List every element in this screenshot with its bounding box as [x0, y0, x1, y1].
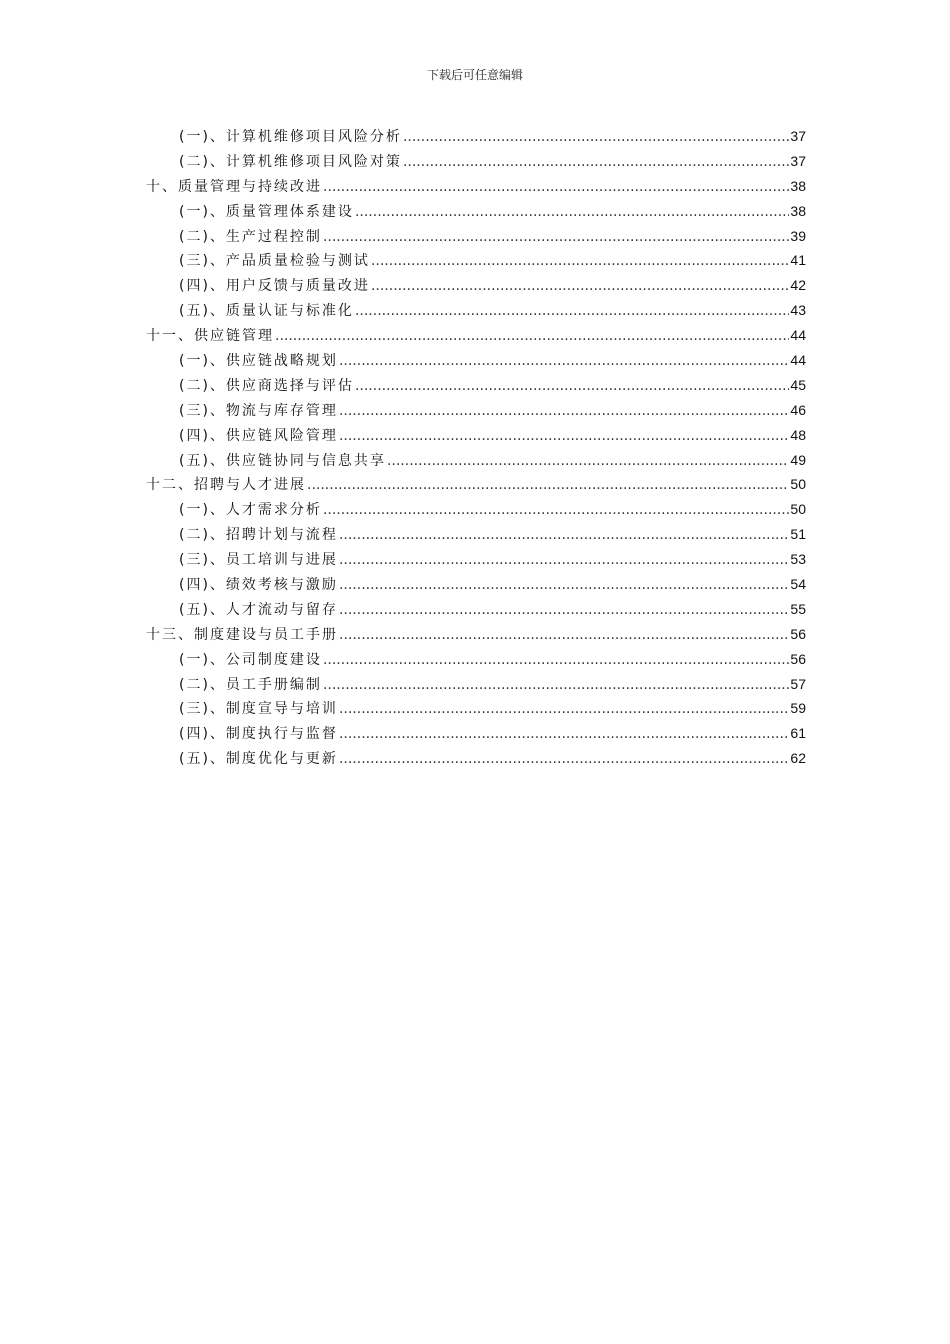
toc-section-entry[interactable] — [146, 124, 806, 149]
toc-section-entry[interactable] — [146, 248, 806, 273]
toc-entry-title: (五)、人才流动与留存 — [179, 601, 338, 618]
toc-chapter-entry[interactable] — [146, 174, 806, 199]
toc-dot-leader — [307, 473, 789, 498]
toc-entry-title: (三)、制度宣导与培训 — [179, 701, 338, 718]
toc-section-entry[interactable] — [146, 423, 806, 448]
toc-dot-leader — [355, 200, 789, 225]
toc-entry-page-number: 56 — [790, 650, 806, 667]
toc-dot-leader — [403, 125, 789, 150]
toc-dot-leader — [339, 349, 789, 374]
toc-entry-title: (三)、物流与库存管理 — [179, 402, 338, 419]
toc-section-entry[interactable] — [146, 647, 806, 672]
toc-section-entry[interactable] — [146, 672, 806, 697]
toc-chapter-entry[interactable] — [146, 323, 806, 348]
toc-entry-title: (一)、供应链战略规划 — [179, 353, 338, 370]
toc-entry-title: (一)、质量管理体系建设 — [179, 203, 354, 220]
toc-entry-page-number: 61 — [790, 725, 806, 742]
toc-dot-leader — [355, 374, 789, 399]
toc-entry-title: (四)、制度执行与监督 — [179, 726, 338, 743]
toc-dot-leader — [355, 299, 789, 324]
toc-dot-leader — [339, 424, 789, 449]
toc-entry-page-number: 54 — [790, 576, 806, 593]
toc-dot-leader — [323, 225, 789, 250]
toc-dot-leader — [323, 498, 789, 523]
toc-entry-title: (四)、供应链风险管理 — [179, 427, 338, 444]
toc-entry-title: (五)、供应链协同与信息共享 — [179, 452, 386, 469]
toc-entry-page-number: 45 — [790, 376, 806, 393]
toc-entry-title: (三)、员工培训与进展 — [179, 552, 338, 569]
toc-entry-page-number: 46 — [790, 401, 806, 418]
toc-entry-page-number: 49 — [790, 451, 806, 468]
toc-dot-leader — [323, 175, 789, 200]
toc-entry-title: 十、质量管理与持续改进 — [146, 178, 322, 195]
toc-dot-leader — [371, 274, 789, 299]
toc-section-entry[interactable] — [146, 398, 806, 423]
toc-section-entry[interactable] — [146, 522, 806, 547]
toc-entry-title: (二)、招聘计划与流程 — [179, 527, 338, 544]
toc-entry-title: (五)、质量认证与标准化 — [179, 303, 354, 320]
toc-entry-title: 十三、制度建设与员工手册 — [146, 626, 338, 643]
toc-dot-leader — [323, 648, 789, 673]
toc-section-entry[interactable] — [146, 597, 806, 622]
toc-entry-page-number: 44 — [790, 327, 806, 344]
toc-section-entry[interactable] — [146, 746, 806, 771]
toc-entry-title: (四)、用户反馈与质量改进 — [179, 278, 370, 295]
toc-section-entry[interactable] — [146, 348, 806, 373]
toc-entry-page-number: 57 — [790, 675, 806, 692]
toc-section-entry[interactable] — [146, 572, 806, 597]
toc-dot-leader — [403, 150, 789, 175]
toc-section-entry[interactable] — [146, 298, 806, 323]
toc-dot-leader — [339, 399, 789, 424]
toc-entry-page-number: 55 — [790, 600, 806, 617]
toc-entry-page-number: 37 — [790, 128, 806, 144]
toc-entry-title: (三)、产品质量检验与测试 — [179, 253, 370, 270]
toc-dot-leader — [387, 449, 789, 474]
toc-entry-title: (二)、生产过程控制 — [179, 228, 322, 245]
toc-dot-leader — [339, 623, 789, 648]
toc-entry-page-number: 37 — [790, 152, 806, 169]
toc-section-entry[interactable] — [146, 547, 806, 572]
toc-entry-title: (一)、人才需求分析 — [179, 502, 322, 519]
toc-entry-title: (二)、计算机维修项目风险对策 — [179, 153, 402, 170]
toc-entry-page-number: 38 — [790, 177, 806, 194]
toc-entry-page-number: 42 — [790, 277, 806, 294]
toc-entry-page-number: 50 — [790, 476, 806, 493]
toc-section-entry[interactable] — [146, 696, 806, 721]
toc-section-entry[interactable] — [146, 497, 806, 522]
toc-dot-leader — [339, 598, 789, 623]
toc-entry-page-number: 56 — [790, 625, 806, 642]
toc-entry-page-number: 62 — [790, 750, 806, 767]
toc-entry-page-number: 41 — [790, 252, 806, 269]
toc-dot-leader — [323, 673, 789, 698]
toc-dot-leader — [339, 722, 789, 747]
toc-entry-title: (二)、员工手册编制 — [179, 676, 322, 693]
toc-section-entry[interactable] — [146, 149, 806, 174]
toc-entry-page-number: 48 — [790, 426, 806, 443]
toc-entry-page-number: 51 — [790, 526, 806, 543]
toc-dot-leader — [339, 697, 789, 722]
toc-chapter-entry[interactable] — [146, 472, 806, 497]
toc-entry-page-number: 53 — [790, 551, 806, 568]
toc-dot-leader — [339, 523, 789, 548]
toc-entry-page-number: 39 — [790, 227, 806, 244]
toc-dot-leader — [371, 249, 789, 274]
toc-section-entry[interactable] — [146, 721, 806, 746]
toc-entry-title: (四)、绩效考核与激励 — [179, 577, 338, 594]
toc-section-entry[interactable] — [146, 199, 806, 224]
toc-section-entry[interactable] — [146, 448, 806, 473]
toc-entry-page-number: 59 — [790, 700, 806, 717]
toc-entry-title: 十一、供应链管理 — [146, 328, 274, 345]
toc-dot-leader — [339, 573, 789, 598]
toc-entry-title: (二)、供应商选择与评估 — [179, 377, 354, 394]
toc-entry-title: (一)、公司制度建设 — [179, 651, 322, 668]
toc-dot-leader — [339, 548, 789, 573]
toc-entry-title: (一)、计算机维修项目风险分析 — [179, 129, 402, 145]
toc-entry-page-number: 44 — [790, 352, 806, 369]
toc-section-entry[interactable] — [146, 373, 806, 398]
table-of-contents — [146, 124, 806, 771]
toc-section-entry[interactable] — [146, 224, 806, 249]
toc-entry-title: 十二、招聘与人才进展 — [146, 477, 306, 494]
page-header: 下载后可任意编辑 — [426, 68, 523, 82]
toc-entry-title: (五)、制度优化与更新 — [179, 751, 338, 768]
toc-dot-leader — [339, 747, 789, 772]
toc-entry-page-number: 38 — [790, 202, 806, 219]
toc-chapter-entry[interactable] — [146, 622, 806, 647]
toc-section-entry[interactable] — [146, 273, 806, 298]
toc-entry-page-number: 50 — [790, 501, 806, 518]
toc-dot-leader — [275, 324, 789, 349]
toc-entry-page-number: 43 — [790, 302, 806, 319]
